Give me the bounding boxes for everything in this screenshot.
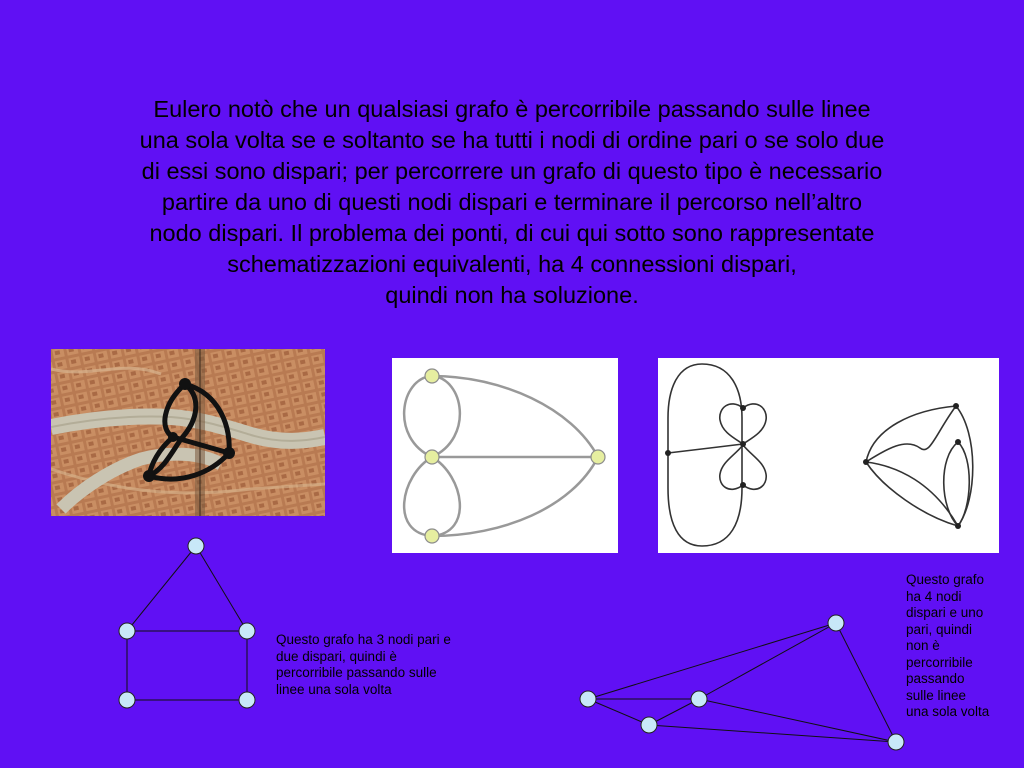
caption-line: non è bbox=[906, 638, 940, 653]
caption-line: percorribile bbox=[906, 654, 973, 670]
caption-line: Questo grafo bbox=[906, 572, 985, 587]
caption-line: dispari e uno bbox=[906, 605, 984, 620]
caption-line: passando bbox=[906, 671, 965, 686]
paragraph-line: nodo dispari. Il problema dei ponti, di cui qui sotto sono rappresentate bbox=[149, 220, 875, 246]
paragraph-line: una sola volta se e soltanto se ha tutti i nodi di ordine pari o se solo due bbox=[139, 127, 885, 153]
caption-line: percorribile passando sulle bbox=[276, 665, 437, 680]
kite-graph-caption bbox=[906, 572, 989, 721]
house-graph-caption bbox=[276, 632, 451, 698]
paragraph-line: schematizzazioni equivalenti, ha 4 connessioni dispari, bbox=[227, 251, 797, 277]
kite-node bbox=[888, 734, 904, 750]
paragraph-line: quindi non ha soluzione. bbox=[385, 282, 639, 308]
caption-line: pari, quindi bbox=[906, 621, 973, 637]
kite-node bbox=[828, 615, 844, 631]
caption-line: Questo grafo ha 3 nodi pari e bbox=[276, 632, 451, 647]
kite-node bbox=[580, 691, 596, 707]
caption-line: linee una sola volta bbox=[276, 681, 392, 697]
paragraph-line: Eulero notò che un qualsiasi grafo è percorribile passando sulle linee bbox=[153, 96, 871, 122]
kite-node bbox=[691, 691, 707, 707]
caption-line: sulle linee bbox=[906, 687, 967, 703]
caption-line: ha 4 nodi bbox=[906, 588, 962, 604]
caption-line: due dispari, quindi è bbox=[276, 648, 397, 664]
caption-line: una sola volta bbox=[906, 704, 990, 719]
kite-node bbox=[641, 717, 657, 733]
paragraph-line: di essi sono dispari; per percorrere un grafo di questo tipo è necessario bbox=[141, 158, 883, 184]
paragraph-line: partire da uno di questi nodi dispari e terminare il percorso nell’altro bbox=[161, 189, 863, 215]
